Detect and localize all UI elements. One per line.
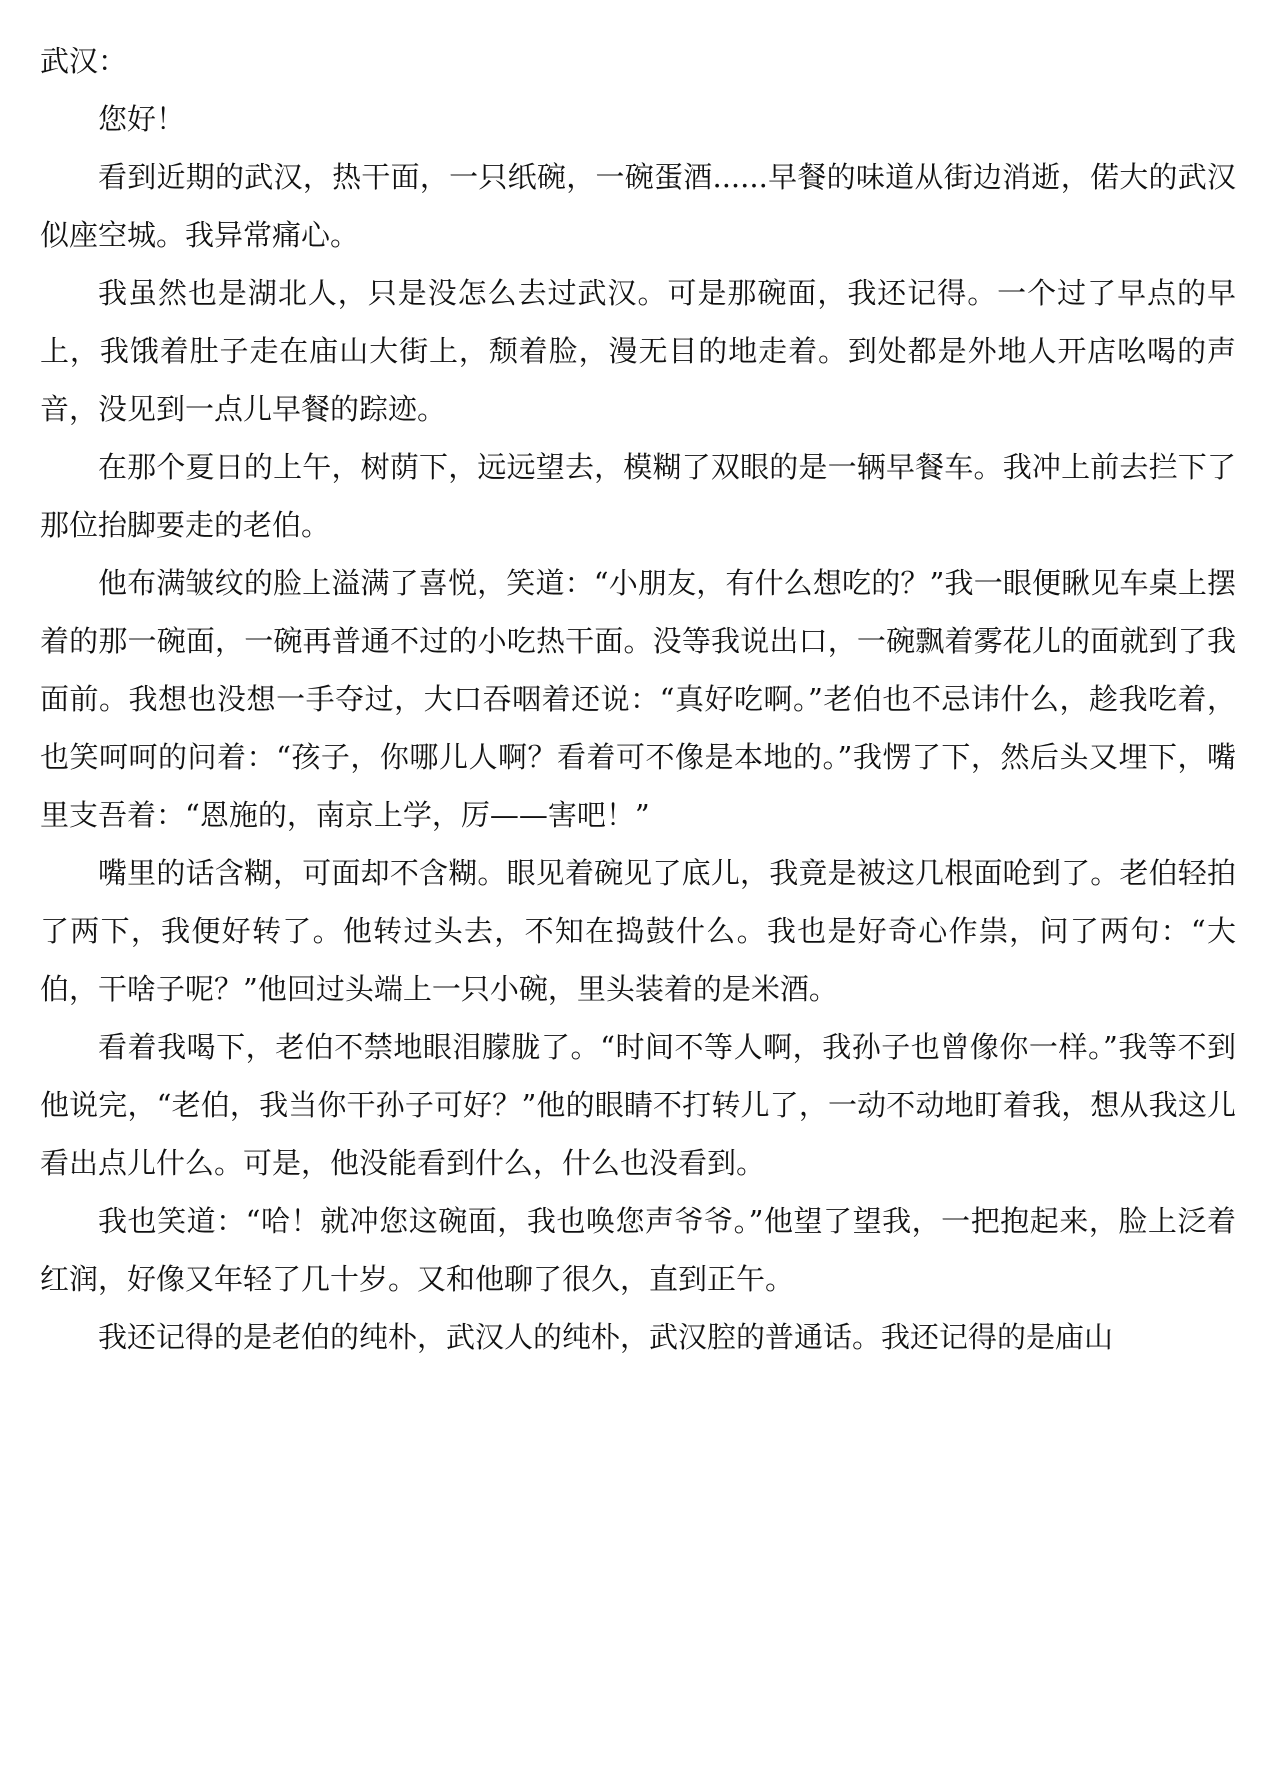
greeting-paragraph: 您好！ — [98, 102, 186, 136]
body-paragraph: 我虽然也是湖北人，只是没怎么去过武汉。可是那碗面，我还记得。一个过了早点的早上，我饿着肚子走在庙山大街上，颓着脸，漫无目的地走着。到处都是外地人开店吆喝的声音，没见到一点儿早餐的踪迹。 — [40, 276, 1236, 426]
body-paragraph: 我还记得的是老伯的纯朴，武汉人的纯朴，武汉腔的普通话。我还记得的是庙山 — [98, 1320, 1114, 1354]
body-paragraph: 看到近期的武汉，热干面，一只纸碗，一碗蛋酒......早餐的味道从街边消逝，偌大的武汉似座空城。我异常痛心。 — [40, 160, 1236, 252]
letter-salutation: 武汉： — [40, 44, 128, 78]
body-paragraph: 看着我喝下，老伯不禁地眼泪朦胧了。“时间不等人啊，我孙子也曾像你一样。”我等不到他说完，“老伯，我当你干孙子可好？”他的眼睛不打转儿了，一动不动地盯着我，想从我这儿看出点儿什么。可是，他没能看到什么，什么也没看到。 — [40, 1030, 1236, 1180]
body-paragraph: 嘴里的话含糊，可面却不含糊。眼见着碗见了底儿，我竟是被这几根面呛到了。老伯轻拍了两下，我便好转了。他转过头去，不知在捣鼓什么。我也是好奇心作祟，问了两句：“大伯，干啥子呢？”他回过头端上一只小碗，里头装着的是米酒。 — [40, 856, 1236, 1006]
body-paragraph: 我也笑道：“哈！就冲您这碗面，我也唤您声爷爷。”他望了望我，一把抱起来，脸上泛着红润，好像又年轻了几十岁。又和他聊了很久，直到正午。 — [40, 1204, 1236, 1296]
body-paragraph: 他布满皱纹的脸上溢满了喜悦，笑道：“小朋友，有什么想吃的？”我一眼便瞅见车桌上摆着的那一碗面，一碗再普通不过的小吃热干面。没等我说出口，一碗飘着雾花儿的面就到了我面前。我想也没想一手夺过，大口吞咽着还说：“真好吃啊。”老伯也不忌讳什么，趁我吃着，也笑呵呵的问着：“孩子，你哪儿人啊？看着可不像是本地的。”我愣了下，然后头又埋下，嘴里支吾着：“恩施的，南京上学，厉——害吧！” — [40, 566, 1236, 832]
body-paragraph: 在那个夏日的上午，树荫下，远远望去，模糊了双眼的是一辆早餐车。我冲上前去拦下了那位抬脚要走的老伯。 — [40, 450, 1236, 542]
